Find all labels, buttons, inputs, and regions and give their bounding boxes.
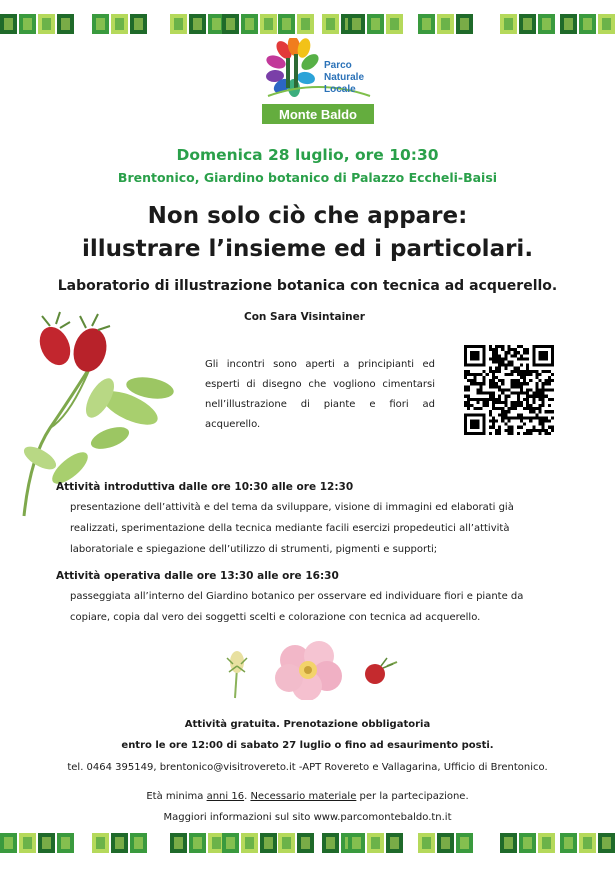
parco-monte-baldo-logo: [262, 38, 374, 126]
age-separator: .: [244, 791, 251, 802]
website-info-line[interactable]: Maggiori informazioni sul sito www.parcomontebaldo.tn.it: [163, 812, 452, 823]
logo-text-line1: Parco: [324, 60, 352, 71]
age-prefix: Età minima: [146, 791, 207, 802]
event-date: Domenica 28 luglio, ore 10:30: [176, 146, 439, 164]
section-2-heading: Attività operativa dalle ore 13:30 alle ore 16:30: [56, 570, 339, 582]
qr-code[interactable]: [464, 345, 554, 435]
event-place: Brentonico, Giardino botanico di Palazzo Eccheli-Baisi: [117, 170, 498, 185]
section-2-body: passeggiata all’interno del Giardino botanico per osservare ed individuare fiori e piante da copiare, copia dal vero dei soggetti scelti e colorazione con tecnica ad acquerello.: [70, 591, 524, 623]
bottom-strip-tiles: [0, 833, 615, 853]
free-activity-line: Attività gratuita. Prenotazione obbligatoria: [184, 719, 431, 730]
age-suffix: per la partecipazione.: [356, 791, 469, 802]
wild-rose-flower-icon: [275, 641, 342, 700]
rosehip-icon: [365, 658, 397, 684]
author: Con Sara Visintainer: [244, 311, 365, 323]
subtitle: Laboratorio di illustrazione botanica con tecnica ad acquerello.: [57, 278, 558, 294]
top-strip-tiles: [0, 14, 615, 34]
logo-text-line2: Naturale: [324, 72, 365, 83]
rose-bud-icon: [227, 651, 247, 698]
age-materials-line: [0, 791, 615, 802]
intro-paragraph: Gli incontri sono aperti a principianti ed esperti di disegno che vogliono cimentarsi nell’illustrazione di piante e fiori ad acquerello.: [205, 359, 435, 430]
title-line-2: illustrare l’insieme ed i particolari.: [81, 236, 534, 262]
logo-text-line3: Locale: [324, 84, 356, 95]
section-1-heading: Attività introduttiva dalle ore 10:30 alle ore 12:30: [56, 481, 354, 493]
title-line-1: Non solo ciò che appare:: [147, 203, 468, 229]
wild-rose-watercolor-illustrations: [215, 638, 405, 700]
contact-line: tel. 0464 395149, brentonico@visitrovereto.it -APT Rovereto e Vallagarina, Ufficio di Brentonico.: [67, 762, 548, 773]
bottom-decorative-strip: [0, 833, 615, 853]
materials-note: Necessario materiale: [250, 791, 357, 802]
top-decorative-strip: [0, 14, 615, 34]
min-age: anni 16: [206, 791, 245, 802]
logo-band-text: Monte Baldo: [279, 107, 357, 122]
booking-deadline-line: entro le ore 12:00 di sabato 27 luglio o fino ad esaurimento posti.: [121, 740, 494, 751]
section-1-body: presentazione dell’attività e del tema da sviluppare, visione di immagini ed elaborati già realizzati, sperimentazione della tecnica mediante facili esercizi propedeutici all’attività laboratoriale e spiegazione dell’utilizzo di strumenti, pigmenti e supporti;: [70, 502, 514, 555]
